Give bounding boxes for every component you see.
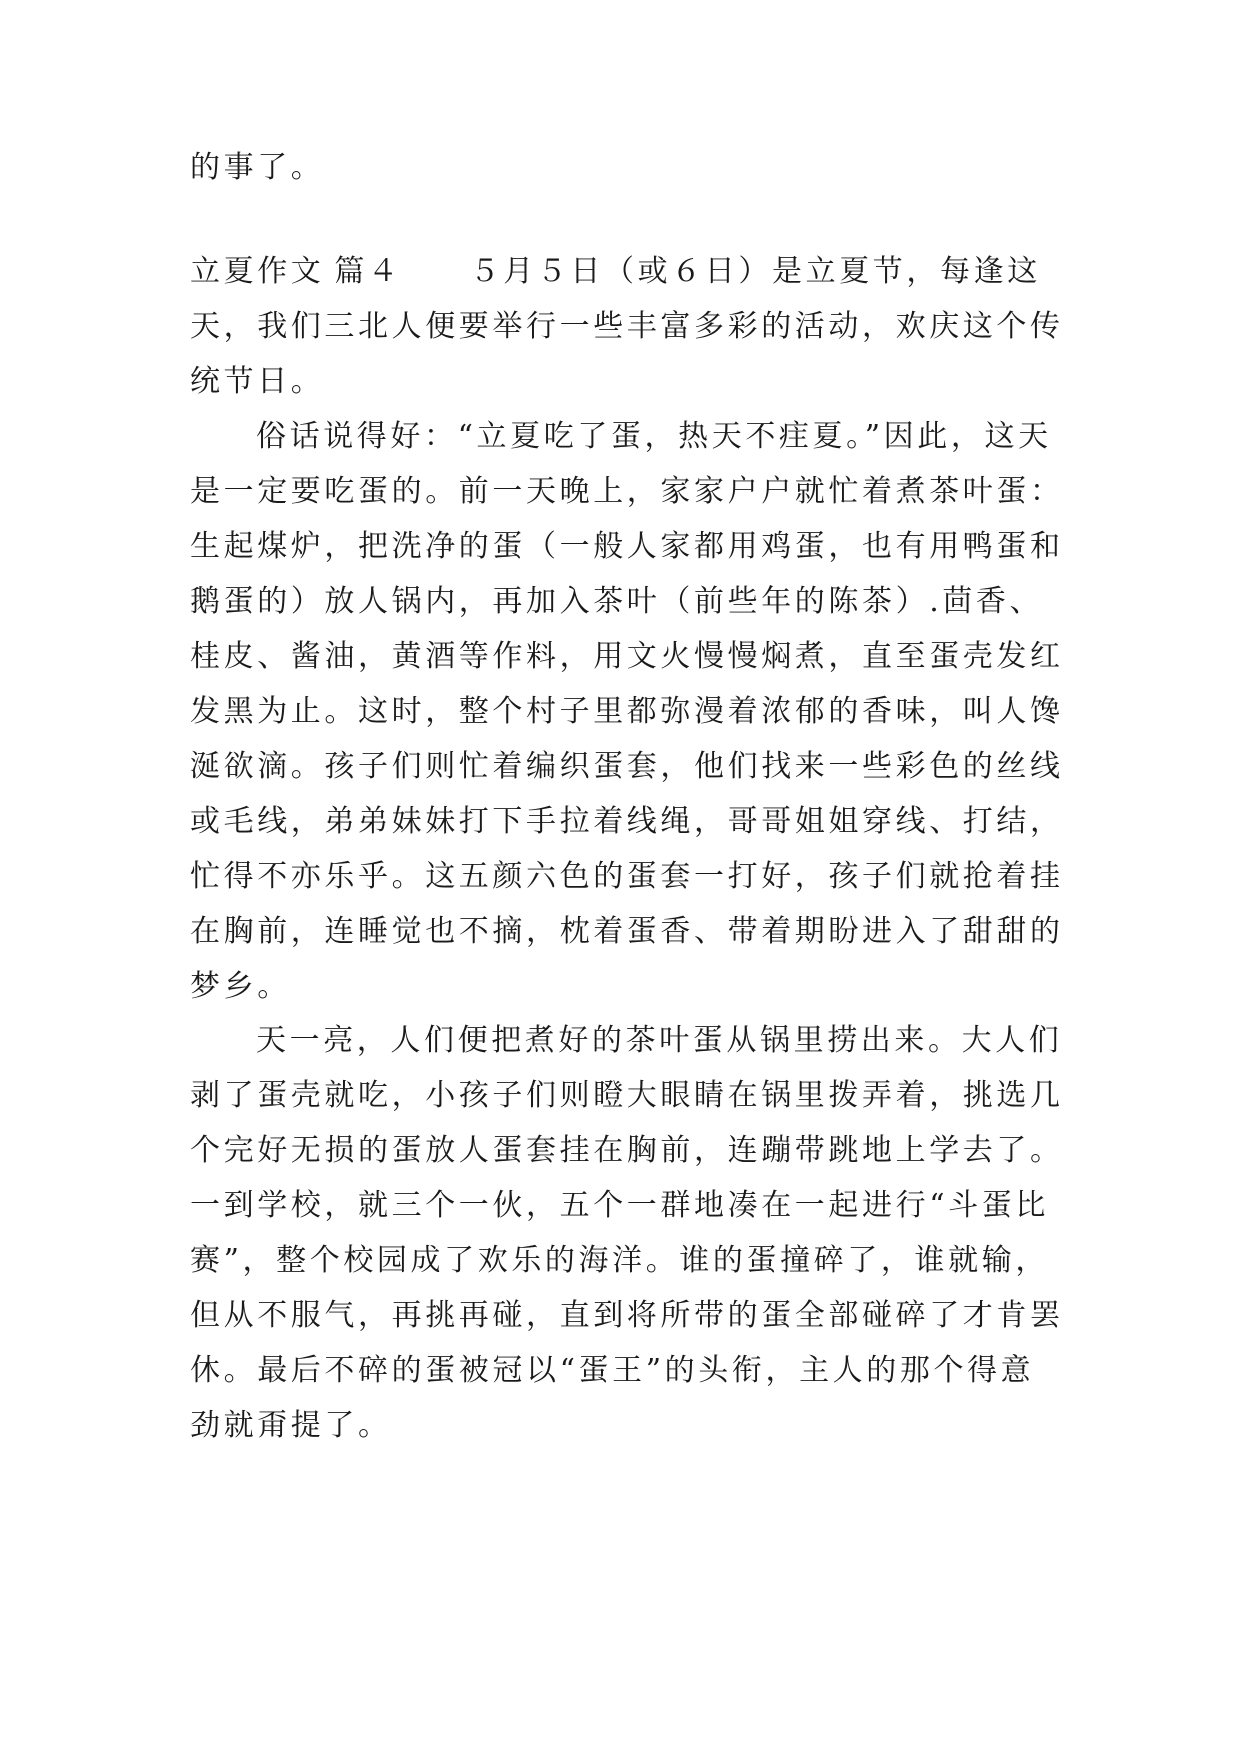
paragraph-line: 劲就甭提了。	[190, 1408, 392, 1443]
paragraph-line: 天一亮，人们便把煮好的茶叶蛋从锅里捞出来。大人们	[256, 1023, 1063, 1058]
paragraph-line: 俗话说得好：“立夏吃了蛋，热天不疰夏。”因此，这天	[256, 419, 1052, 454]
essay-title: 立夏作文	[190, 254, 325, 289]
paragraph-line: 在胸前，连睡觉也不摘，枕着蛋香、带着期盼进入了甜甜的	[190, 914, 1064, 949]
paragraph-line: 是一定要吃蛋的。前一天晚上，家家户户就忙着煮茶叶蛋：	[190, 474, 1064, 509]
paragraph-line: 生起煤炉，把洗净的蛋（一般人家都用鸡蛋，也有用鸭蛋和	[190, 529, 1064, 564]
paragraph-line: 天，我们三北人便要举行一些丰富多彩的活动，欢庆这个传	[190, 309, 1064, 344]
paragraph-line: 发黑为止。这时，整个村子里都弥漫着浓郁的香味，叫人馋	[190, 694, 1064, 729]
carryover-text: 的事了。	[190, 150, 325, 185]
essay-heading-line	[190, 252, 1070, 292]
paragraph-line: 忙得不亦乐乎。这五颜六色的蛋套一打好，孩子们就抢着挂	[190, 859, 1064, 894]
paragraph-line: 赛”，整个校园成了欢乐的海洋。谁的蛋撞碎了，谁就输，	[190, 1243, 1049, 1278]
paragraph-line: 鹅蛋的）放人锅内，再加入茶叶（前些年的陈茶）.茴香、	[190, 584, 1044, 619]
paragraph-line: 休。最后不碎的蛋被冠以“蛋王”的头衔，主人的那个得意	[190, 1353, 1035, 1388]
essay-section-label: 篇４	[334, 254, 402, 289]
paragraph-line: 涎欲滴。孩子们则忙着编织蛋套，他们找来一些彩色的丝线	[190, 749, 1064, 784]
paragraph-line: 统节日。	[190, 364, 325, 399]
paragraph-line: 一到学校，就三个一伙，五个一群地凑在一起进行“斗蛋比	[190, 1188, 1049, 1223]
paragraph-line: 剥了蛋壳就吃，小孩子们则瞪大眼睛在锅里拨弄着，挑选几	[190, 1078, 1064, 1113]
paragraph-line: 或毛线，弟弟妹妹打下手拉着线绳，哥哥姐姐穿线、打结，	[190, 804, 1064, 839]
paragraph-line: 梦乡。	[190, 969, 291, 1004]
paragraph-line: 但从不服气，再挑再碰，直到将所带的蛋全部碰碎了才肯罢	[190, 1298, 1064, 1333]
paragraph-line: 桂皮、酱油，黄酒等作料，用文火慢慢焖煮，直至蛋壳发红	[190, 639, 1064, 674]
paragraph-line: 个完好无损的蛋放人蛋套挂在胸前，连蹦带跳地上学去了。	[190, 1133, 1064, 1168]
paragraph-line: ５月５日（或６日）是立夏节，每逢这	[469, 254, 1041, 289]
